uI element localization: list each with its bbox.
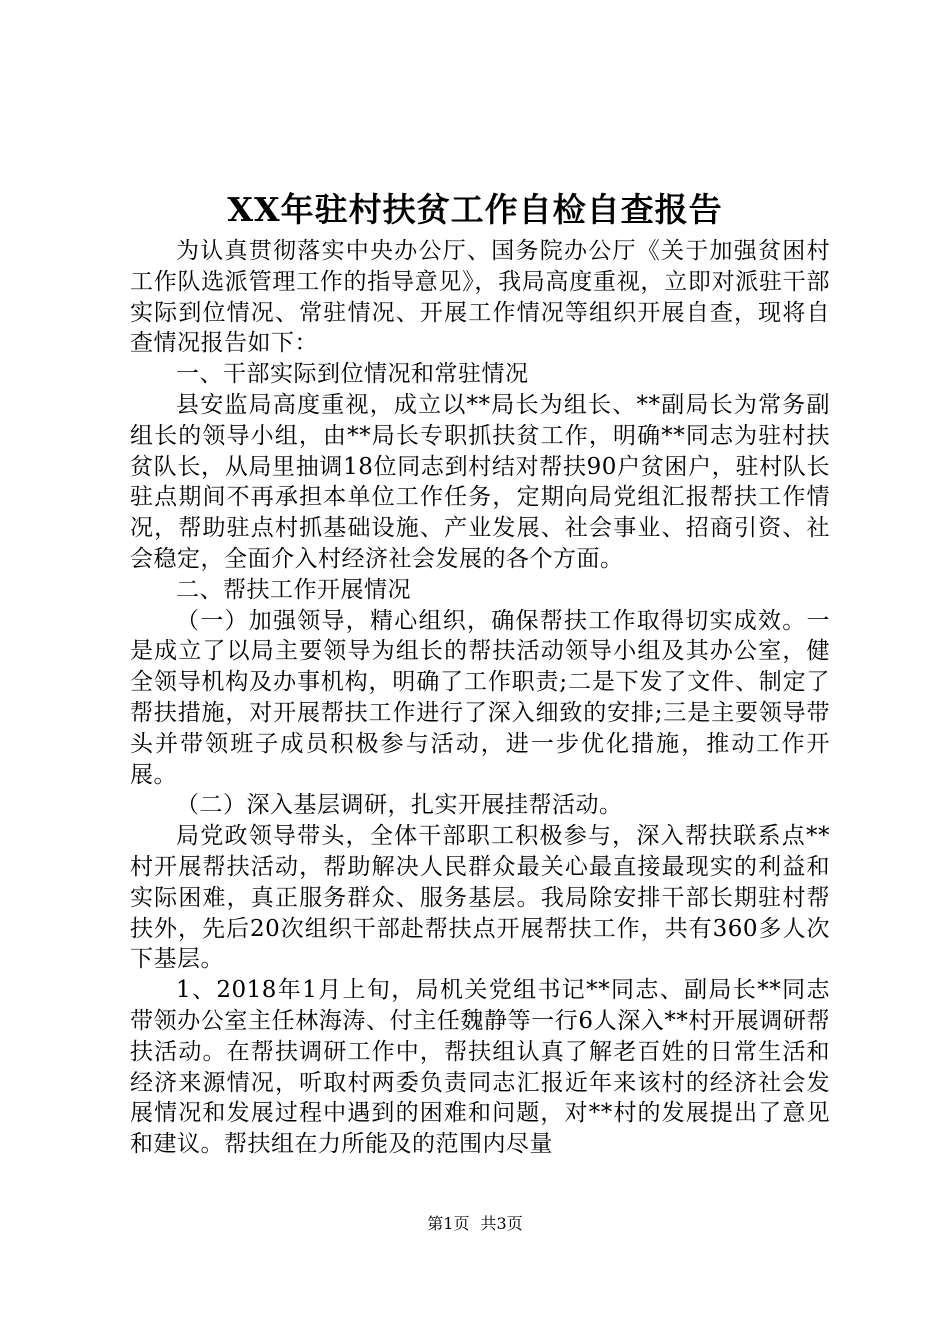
paragraph-leadership: （一）加强领导，精心组织，确保帮扶工作取得切实成效。一是成立了以局主要领导为组长的帮扶活动领导小组及其办公室，健全领导机构及办事机构，明确了工作职责;二是下发了文件、制定了帮扶措施，对开展帮扶工作进行了深入细致的安排;三是主要领导带头并带领班子成员积极参与活动，进一步优化措施，推动工作开展。 [130,607,830,788]
subsection-heading-2: （二）深入基层调研，扎实开展挂帮活动。 [176,792,623,819]
paragraph-grassroots: 局党政领导带头，全体干部职工积极参与，深入帮扶联系点**村开展帮扶活动，帮助解决人民群众最关心最直接最现实的利益和实际困难，真正服务群众、服务基层。我局除安排干部长期驻村帮扶外，先后20次组织干部赴帮扶点开展帮扶工作，共有360多人次下基层。 [130,823,830,973]
page-total: 共3页 [480,1214,523,1233]
paragraph-staffing: 县安监局高度重视，成立以**局长为组长、**副局长为常务副组长的领导小组，由**局长专职抓扶贫工作，明确**同志为驻村扶贫队长，从局里抽调18位同志到村结对帮扶90户贫困户，驻村队长驻点期间不再承担本单位工作任务，定期向局党组汇报帮扶工作情况，帮助驻点村抓基础设施、产业发展、社会事业、招商引资、社会稳定，全面介入村经济社会发展的各个方面。 [130,391,830,572]
section-heading-1: 一、干部实际到位情况和常驻情况 [176,361,529,388]
document-title: XX年驻村扶贫工作自检自查报告 [227,190,723,229]
paragraph-intro: 为认真贯彻落实中央办公厅、国务院办公厅《关于加强贫困村工作队选派管理工作的指导意见》，我局高度重视，立即对派驻干部实际到位情况、常驻情况、开展工作情况等组织开展自查，现将自查情况报告如下： [130,238,830,357]
page-footer [0,1212,950,1236]
document-body [130,236,830,1160]
page-number: 第1页 [427,1214,470,1233]
section-heading-2: 二、帮扶工作开展情况 [176,576,411,603]
paragraph-item-1: 1、2018年1月上旬，局机关党组书记**同志、副局长**同志带领办公室主任林海涛、付主任魏静等一行6人深入**村开展调研帮扶活动。在帮扶调研工作中，帮扶组认真了解老百姓的日常生活和经济来源情况，听取村两委负责同志汇报近年来该村的经济社会发展情况和发展过程中遇到的困难和问题，对**村的发展提出了意见和建议。帮扶组在力所能及的范围内尽量 [130,977,830,1158]
